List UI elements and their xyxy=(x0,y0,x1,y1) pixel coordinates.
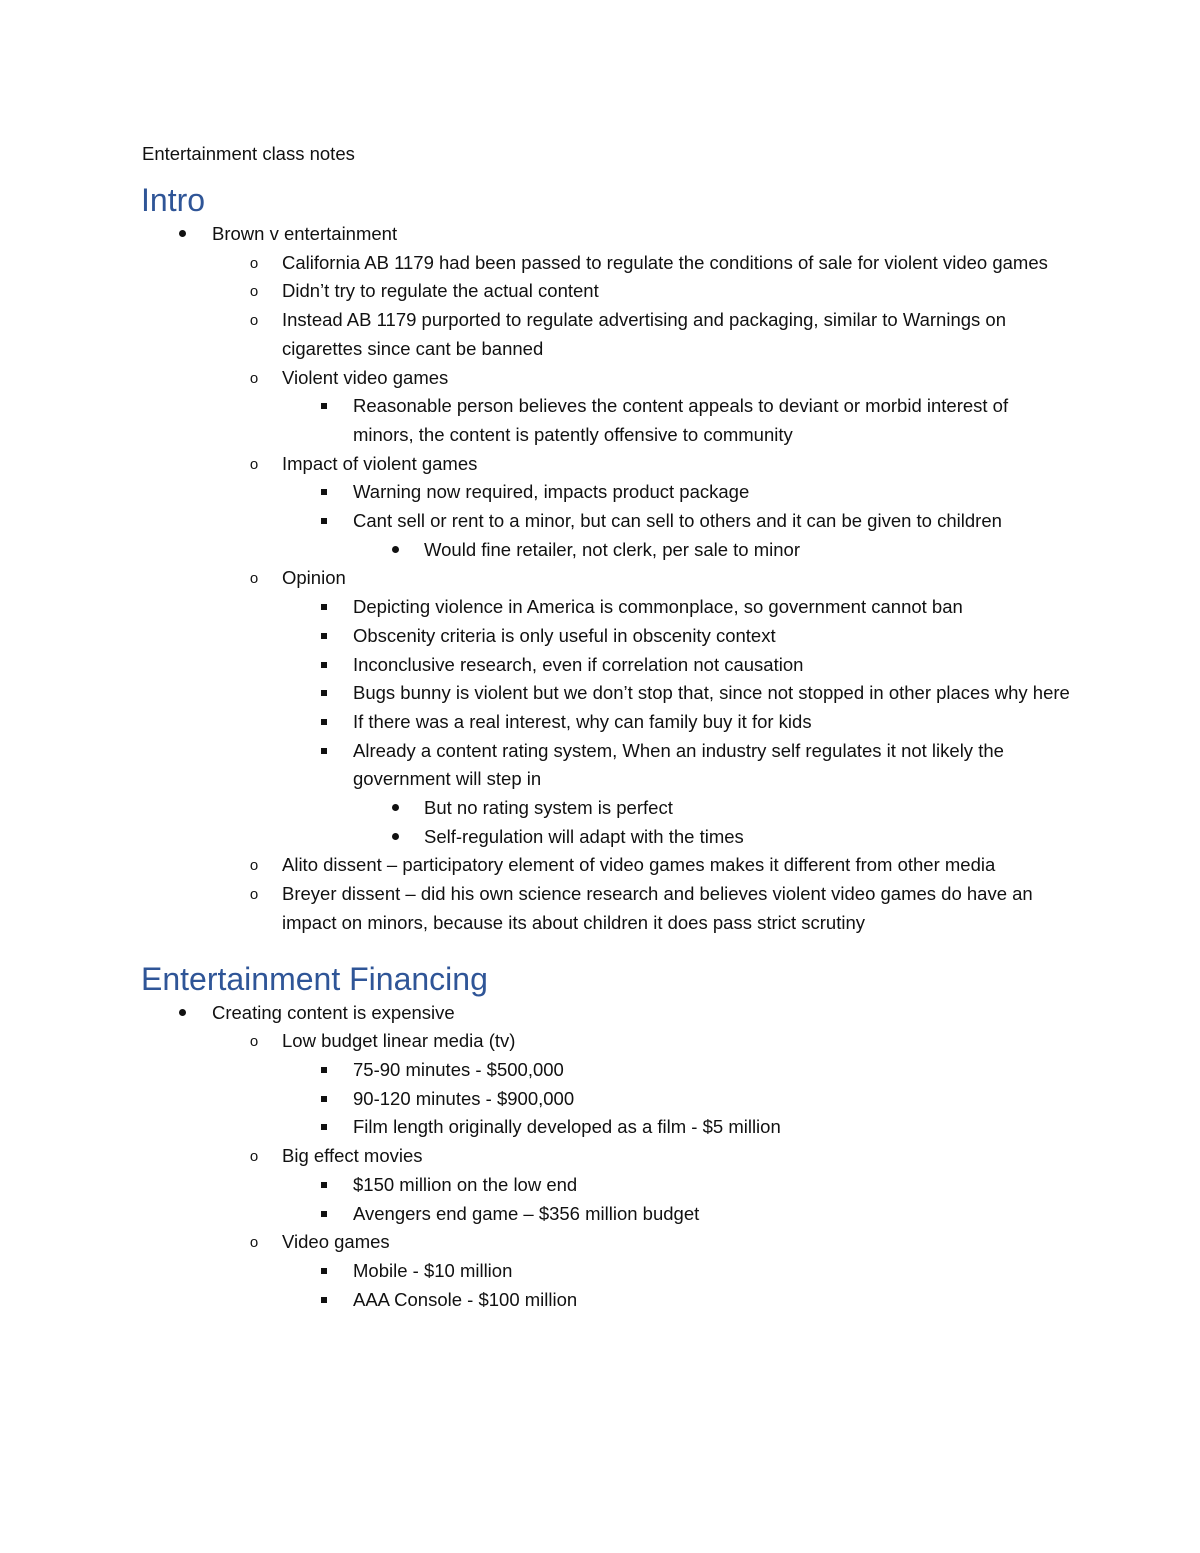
list-item-text: Would fine retailer, not clerk, per sale to minor xyxy=(424,538,800,560)
circle-bullet-icon: o xyxy=(249,369,259,387)
list-item xyxy=(142,1085,1072,1114)
disc-bullet-icon xyxy=(388,823,402,840)
disc-bullet-icon xyxy=(175,220,189,237)
list-item xyxy=(142,1027,1072,1056)
list-item-text: $150 million on the low end xyxy=(353,1173,578,1195)
list-item-text: Bugs bunny is violent but we don’t stop that, since not stopped in other places why here xyxy=(353,682,1070,704)
square-bullet-icon xyxy=(317,1257,331,1274)
square-bullet-icon xyxy=(317,679,331,696)
list-item xyxy=(142,478,1072,507)
list-item-text: If there was a real interest, why can family buy it for kids xyxy=(353,710,812,732)
square-bullet-icon xyxy=(317,737,331,754)
list-item-text: Didn’t try to regulate the actual content xyxy=(282,280,599,302)
list-item xyxy=(142,794,1072,823)
square-bullet-icon xyxy=(317,651,331,668)
list-item xyxy=(142,277,1072,306)
list-item xyxy=(142,708,1072,737)
list-item xyxy=(142,364,1072,393)
list-item-text: Depicting violence in America is commonplace, so government cannot ban xyxy=(353,596,963,618)
square-bullet-icon xyxy=(317,478,331,495)
circle-bullet-icon: o xyxy=(249,312,259,330)
square-bullet-icon xyxy=(317,1085,331,1102)
list-item-text: Video games xyxy=(282,1231,390,1253)
section-heading: Intro xyxy=(141,182,206,218)
list-item-text: But no rating system is perfect xyxy=(424,797,673,819)
list-item xyxy=(142,1286,1072,1315)
list-item xyxy=(142,593,1072,622)
circle-bullet-icon: o xyxy=(249,283,259,301)
disc-bullet-icon xyxy=(175,999,189,1016)
list-item-text: Film length originally developed as a film - $5 million xyxy=(353,1116,781,1138)
square-bullet-icon xyxy=(317,507,331,524)
circle-bullet-icon: o xyxy=(249,1033,259,1051)
list-item xyxy=(142,737,1072,794)
square-bullet-icon xyxy=(317,392,331,409)
list-item-text: Violent video games xyxy=(282,366,449,388)
list-item-text: Breyer dissent – did his own science research and believes violent video games do have an impact on minors, because its about children it does pass strict scrutiny xyxy=(282,883,1033,933)
list-item-text: California AB 1179 had been passed to regulate the conditions of sale for violent video games xyxy=(282,251,1048,273)
list-item xyxy=(142,1142,1072,1171)
bullet-list xyxy=(142,999,1072,1315)
list-item-text: Inconclusive research, even if correlation not causation xyxy=(353,653,804,675)
list-item-text: Mobile - $10 million xyxy=(353,1259,513,1281)
list-item-text: Impact of violent games xyxy=(282,452,478,474)
square-bullet-icon xyxy=(317,1056,331,1073)
list-item xyxy=(142,450,1072,479)
square-bullet-icon xyxy=(317,1171,331,1188)
circle-bullet-icon: o xyxy=(249,1148,259,1166)
bullet-list xyxy=(142,220,1072,938)
list-item xyxy=(142,651,1072,680)
list-item-text: AAA Console - $100 million xyxy=(353,1288,578,1310)
list-item-text: Alito dissent – participatory element of video games makes it different from other media xyxy=(282,854,996,876)
square-bullet-icon xyxy=(317,1113,331,1130)
list-item-text: Already a content rating system, When an industry self regulates it not likely the government will step in xyxy=(353,739,1004,790)
circle-bullet-icon: o xyxy=(249,570,259,588)
list-item-text: Obscenity criteria is only useful in obscenity context xyxy=(353,624,776,646)
list-item xyxy=(142,536,1072,565)
disc-bullet-icon xyxy=(388,536,402,553)
list-item-text: Warning now required, impacts product package xyxy=(353,481,750,503)
list-item xyxy=(142,679,1072,708)
list-item xyxy=(142,1200,1072,1229)
list-item xyxy=(142,1257,1072,1286)
list-item xyxy=(142,622,1072,651)
disc-bullet-icon xyxy=(388,794,402,811)
list-item xyxy=(142,823,1072,852)
list-item xyxy=(142,507,1072,536)
list-item-text: Opinion xyxy=(282,567,346,589)
square-bullet-icon xyxy=(317,1200,331,1217)
square-bullet-icon xyxy=(317,708,331,725)
list-item xyxy=(142,1113,1072,1142)
list-item xyxy=(142,306,1072,363)
document-page xyxy=(142,140,1072,1314)
list-item xyxy=(142,851,1072,880)
list-item-text: Cant sell or rent to a minor, but can sell to others and it can be given to children xyxy=(353,510,1002,532)
list-item-text: Low budget linear media (tv) xyxy=(282,1030,516,1052)
list-item xyxy=(142,1171,1072,1200)
list-item-text: Instead AB 1179 purported to regulate advertising and packaging, similar to Warnings on cigarettes since cant be banned xyxy=(282,309,1006,359)
list-item xyxy=(142,392,1072,449)
list-item xyxy=(142,220,1072,249)
list-item xyxy=(142,564,1072,593)
list-item-text: Big effect movies xyxy=(282,1145,423,1167)
square-bullet-icon xyxy=(317,593,331,610)
document-body xyxy=(142,180,1072,1314)
circle-bullet-icon: o xyxy=(249,886,259,904)
list-item-text: 90-120 minutes - $900,000 xyxy=(353,1087,575,1109)
list-item-text: Reasonable person believes the content appeals to deviant or morbid interest of minors, the content is patently offensive to community xyxy=(353,395,1009,445)
section-heading: Entertainment Financing xyxy=(141,960,488,997)
list-item xyxy=(142,999,1072,1028)
list-item xyxy=(142,1228,1072,1257)
square-bullet-icon xyxy=(317,1286,331,1303)
list-item-text: Self-regulation will adapt with the times xyxy=(424,825,744,847)
list-item-text: Brown v entertainment xyxy=(212,223,398,244)
document-title: Entertainment class notes xyxy=(142,143,355,164)
list-item-text: Avengers end game – $356 million budget xyxy=(353,1202,700,1224)
list-item-text: 75-90 minutes - $500,000 xyxy=(353,1058,564,1080)
list-item xyxy=(142,880,1072,937)
circle-bullet-icon: o xyxy=(249,455,259,473)
list-item-text: Creating content is expensive xyxy=(212,1001,455,1023)
circle-bullet-icon: o xyxy=(249,254,259,272)
circle-bullet-icon: o xyxy=(249,857,259,875)
list-item xyxy=(142,1056,1072,1085)
list-item xyxy=(142,249,1072,278)
circle-bullet-icon: o xyxy=(249,1234,259,1252)
square-bullet-icon xyxy=(317,622,331,639)
